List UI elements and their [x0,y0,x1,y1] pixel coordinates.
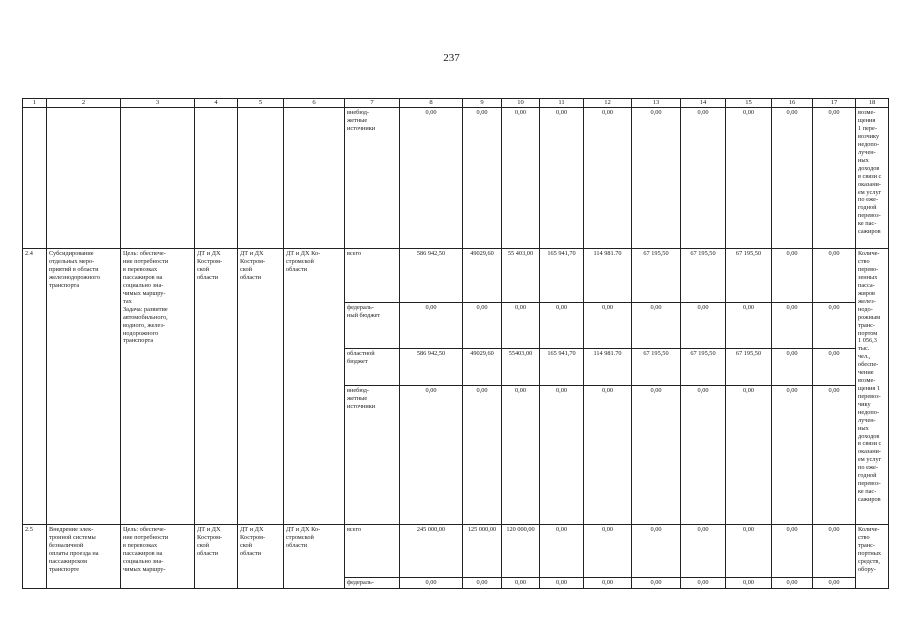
value-cell: 0,00 [772,578,813,589]
value-cell: 0,00 [463,578,502,589]
col-number: 12 [584,99,632,108]
table-row [23,108,889,249]
value-cell: 0,00 [400,108,463,249]
value-cell: 0,00 [632,303,681,349]
value-cell: 67 195,50 [726,249,772,303]
executor-cell: ДТ и ДХ Костром- ской области [238,525,284,589]
value-cell: 0,00 [772,386,813,525]
value-cell: 67 195,50 [681,249,726,303]
value-cell: 0,00 [632,578,681,589]
col-number: 10 [502,99,540,108]
cell-empty [47,108,121,249]
column-number-row [23,99,889,108]
value-cell: 49029,60 [463,349,502,386]
funding-source: внебюд- жетные источники [345,108,400,249]
col-number: 18 [856,99,889,108]
value-cell: 67 195,50 [681,349,726,386]
cell-empty [284,108,345,249]
table-row [23,249,889,303]
value-cell: 245 000,00 [400,525,463,578]
value-cell: 0,00 [584,108,632,249]
value-cell: 0,00 [681,525,726,578]
value-cell: 0,00 [400,578,463,589]
value-cell: 114 981.70 [584,249,632,303]
value-cell: 0,00 [584,303,632,349]
value-cell: 0,00 [632,108,681,249]
value-cell: 0,00 [772,525,813,578]
value-cell: 0,00 [772,349,813,386]
value-cell: 0,00 [726,386,772,525]
value-cell: 0,00 [681,303,726,349]
value-cell: 0,00 [540,386,584,525]
value-cell: 0,00 [540,525,584,578]
value-cell: 0,00 [813,108,856,249]
goal-task: Цель: обеспече- ние потребности в перевозках пассажиров на социально зна- чимых маршру- тах Задача: развитие автомобильного, водного, желез- нодорожного транспорта [121,249,195,525]
funding-source: всего [345,525,400,578]
value-cell: 0,00 [726,303,772,349]
value-cell: 0,00 [632,525,681,578]
value-cell: 0,00 [502,108,540,249]
value-cell: 0,00 [726,578,772,589]
measure-name: Субсидирование отдельных меро- приятий в области железнодорожного транспорта [47,249,121,525]
value-cell: 49029,60 [463,249,502,303]
col-number: 16 [772,99,813,108]
col-number: 17 [813,99,856,108]
table-row [23,525,889,578]
value-cell: 586 942,50 [400,349,463,386]
row-number: 2.5 [23,525,47,589]
funding-source: федераль- ный бюджет [345,303,400,349]
cell-empty [121,108,195,249]
col-number: 2 [47,99,121,108]
value-cell: 0,00 [681,578,726,589]
executor-cell: ДТ и ДХ Ко- стромской области [284,525,345,589]
col-number: 14 [681,99,726,108]
budget-table [22,98,889,589]
executor-cell: ДТ и ДХ Ко- стромской области [284,249,345,525]
value-cell: 0,00 [463,108,502,249]
value-cell: 0,00 [502,303,540,349]
value-cell: 125 000,00 [463,525,502,578]
value-cell: 114 981.70 [584,349,632,386]
value-cell: 120 000,00 [502,525,540,578]
row-number: 2.4 [23,249,47,525]
col-number: 6 [284,99,345,108]
value-cell: 55403,00 [502,349,540,386]
col-number: 15 [726,99,772,108]
col-number: 1 [23,99,47,108]
value-cell: 0,00 [400,303,463,349]
value-cell: 0,00 [632,386,681,525]
cell-empty [195,108,238,249]
value-cell: 0,00 [502,386,540,525]
value-cell: 0,00 [540,108,584,249]
value-cell: 0,00 [502,578,540,589]
value-cell: 0,00 [772,303,813,349]
funding-source: областной бюджет [345,349,400,386]
col-number: 13 [632,99,681,108]
value-cell: 0,00 [813,578,856,589]
value-cell: 67 195,50 [726,349,772,386]
value-cell: 586 942,50 [400,249,463,303]
value-cell: 0,00 [813,303,856,349]
value-cell: 0,00 [772,108,813,249]
value-cell: 0,00 [584,525,632,578]
funding-source: внебюд- жетные источники [345,386,400,525]
value-cell: 165 941,70 [540,349,584,386]
value-cell: 0,00 [400,386,463,525]
value-cell: 0,00 [726,108,772,249]
value-cell: 0,00 [813,349,856,386]
value-cell: 0,00 [681,108,726,249]
col-number: 5 [238,99,284,108]
value-cell: 0,00 [540,578,584,589]
executor-cell: ДТ и ДХ Костром- ской области [238,249,284,525]
col-number: 7 [345,99,400,108]
col-number: 11 [540,99,584,108]
value-cell: 55 403,00 [502,249,540,303]
measure-name: Внедрение элек- тронной системы безналичной оплаты проезда на пассажирском транспорте [47,525,121,589]
indicator-cell: Количе- ство перево- зенных пасса- жиров желез- нодо- рожным транс- портом 1 056,3 тыс. чел., обеспе- чение возме- щения 1 перевоз- чику недопо- лучен- ных доходов в связи с оказани- ем услуг по еже- годной перевоз- ке пас- сажиров [856,249,889,525]
col-number: 4 [195,99,238,108]
col-number: 9 [463,99,502,108]
value-cell: 165 941,70 [540,249,584,303]
value-cell: 0,00 [813,525,856,578]
indicator-cell: возме- щения 1 пере- возчику недопо- лучен- ных доходов в связи с оказани- ем услуг по еже- годной перевоз- ке пас- сажиров [856,108,889,249]
value-cell: 0,00 [540,303,584,349]
value-cell: 0,00 [726,525,772,578]
cell-empty [23,108,47,249]
value-cell: 0,00 [463,386,502,525]
goal-task: Цель: обеспече- ние потребности в перевозках пассажиров на социально зна- чимых маршру- [121,525,195,589]
indicator-cell: Количе- ство транс- портных средств, обору- [856,525,889,589]
value-cell: 0,00 [584,578,632,589]
value-cell: 0,00 [813,386,856,525]
value-cell: 0,00 [813,249,856,303]
funding-source: всего [345,249,400,303]
col-number: 8 [400,99,463,108]
col-number: 3 [121,99,195,108]
executor-cell: ДТ и ДХ Костром- ской области [195,525,238,589]
funding-source: федераль- [345,578,400,589]
cell-empty [238,108,284,249]
executor-cell: ДТ и ДХ Костром- ской области [195,249,238,525]
value-cell: 0,00 [584,386,632,525]
value-cell: 67 195,50 [632,249,681,303]
value-cell: 0,00 [463,303,502,349]
page-number: 237 [443,52,460,64]
value-cell: 0,00 [772,249,813,303]
value-cell: 67 195,50 [632,349,681,386]
value-cell: 0,00 [681,386,726,525]
